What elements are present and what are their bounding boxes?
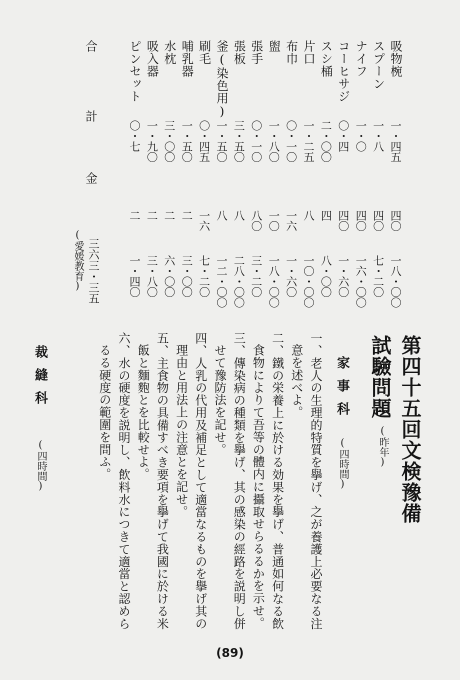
table-item-name: 吸入器	[145, 40, 160, 78]
kaji-question-line: 二、鐵の栄養上に於ける効果を擧げ、普通如何なる飲	[270, 332, 285, 630]
table-item-price: 一・〇	[354, 120, 368, 152]
table-item-name: スプーン	[371, 40, 386, 90]
table-item-price: 三・〇〇	[162, 120, 176, 162]
sum-label-3: 金	[84, 172, 98, 185]
table-item-name: コーヒサジ	[336, 40, 351, 103]
table-item-count: 二	[145, 210, 159, 221]
table-item-total: 一・四〇	[128, 255, 141, 297]
table-item-total: 七・二〇	[371, 255, 385, 297]
table-item-total: 一・六〇	[284, 255, 298, 297]
table-item-price: 〇・四	[336, 120, 350, 152]
table-item-count: 八	[215, 210, 228, 221]
table-item-price: 〇・一〇	[284, 120, 298, 162]
table-item-name: 釜(染色用)	[215, 40, 229, 119]
table-item-count: 二	[128, 210, 141, 221]
table-item-price: 一・八	[371, 120, 385, 152]
kaji-question-line: せて豫防法を記せ。	[213, 344, 227, 456]
table-item-count: 八〇	[249, 210, 263, 231]
table-item-name: 水枕	[162, 40, 177, 65]
sum-label: 合	[84, 40, 98, 53]
table-item-total: 三・八〇	[145, 255, 159, 297]
kaji-question-line: 一、老人の生理的特質を擧げ、之が養護上必要なる注	[309, 332, 323, 630]
table-item-name: 張板	[232, 40, 247, 65]
table-item-count: 八	[232, 210, 246, 221]
table-item-name: スシ桶	[319, 40, 334, 78]
saiho-subject: 裁縫科	[32, 345, 47, 414]
table-item-name: 刷毛	[197, 40, 212, 65]
table-item-price: 〇・四五	[197, 120, 211, 162]
table-item-count: 二	[162, 210, 176, 221]
table-item-count: 八	[302, 210, 315, 221]
table-item-price: 一・二五	[302, 120, 315, 162]
kaji-question-line: 意を述べよ。	[289, 344, 304, 419]
table-item-name: ピンセット	[128, 40, 142, 103]
table-item-count: 二	[180, 210, 194, 221]
sum-source: (愛媛教育)	[72, 230, 83, 292]
table-item-count: 一六	[197, 210, 211, 231]
kaji-question-line: るる硬度の範圍を問ふ。	[97, 344, 112, 481]
table-item-price: 二・〇〇	[319, 120, 333, 162]
table-item-name: ナイフ	[354, 40, 369, 78]
table-item-price: 一・五〇	[215, 120, 228, 162]
table-item-total: 七・二〇	[197, 255, 211, 297]
table-item-total: 八・〇〇	[319, 255, 333, 297]
table-item-price: 一・九〇	[145, 120, 159, 162]
table-item-price: 一・五〇	[180, 120, 194, 162]
page-number: (89)	[216, 646, 244, 660]
table-item-count: 四〇	[371, 210, 385, 231]
sum-total: 三六三・三五	[87, 238, 100, 304]
saiho-time: (四時間)	[35, 440, 46, 492]
table-item-price: 〇・一〇	[249, 120, 263, 162]
table-item-name: 盥	[267, 40, 282, 53]
table-item-count: 一〇	[267, 210, 281, 231]
table-item-count: 四〇	[389, 210, 402, 231]
table-item-name: 張手	[249, 40, 264, 65]
table-item-total: 六・〇〇	[162, 255, 176, 297]
exam-title-2: 試驗問題	[368, 335, 392, 419]
kaji-question-line: 四、人乳の代用及補足として適當なるものを擧げ其の	[193, 332, 208, 630]
table-item-total: 一八・〇〇	[389, 255, 402, 308]
table-item-total: 一八・〇〇	[267, 255, 281, 308]
kaji-question-line: 飯と麵麭とを比較せよ。	[136, 344, 151, 481]
table-item-name: 吸物椀	[389, 40, 403, 78]
table-item-name: 哺乳器	[180, 40, 195, 78]
table-item-total: 三・〇〇	[180, 255, 194, 297]
table-item-total: 二八・〇〇	[232, 255, 246, 308]
table-item-total: 一・六〇	[336, 255, 350, 297]
table-item-price: 一・四五	[389, 120, 402, 162]
table-item-total: 一六・〇〇	[354, 255, 368, 308]
table-item-count: 四〇	[336, 210, 350, 231]
table-item-name: 片口	[302, 40, 316, 65]
table-item-count: 四	[319, 210, 333, 221]
kaji-question-line: 五、主食物の具備すべき要項を擧げて我國に於ける米	[155, 332, 170, 630]
table-item-total: 一二・〇〇	[215, 255, 228, 308]
table-item-count: 一六	[284, 210, 298, 231]
table-item-name: 布巾	[284, 40, 299, 65]
table-item-count: 四〇	[354, 210, 368, 231]
table-item-total: 一〇・〇〇	[302, 255, 315, 308]
exam-year: (昨年)	[377, 426, 388, 468]
kaji-question-line: 理由と用法上の注意とを記せ。	[174, 344, 189, 518]
table-item-price: 〇・七	[128, 120, 141, 152]
kaji-subject: 家事科	[334, 356, 349, 425]
kaji-question-line: 六、水の硬度を説明し、飲料水につきて適當と認めら	[117, 332, 131, 630]
table-item-total: 三・二〇	[249, 255, 263, 297]
table-item-price: 一・八〇	[267, 120, 281, 162]
sum-label-2: 計	[84, 110, 98, 123]
kaji-question-line: 食物によりて吾等の體内に攝取せらるるかを示せ。	[251, 344, 266, 630]
kaji-time: (四時間)	[337, 438, 348, 490]
kaji-question-line: 三、傳染病の種類を擧げ、其の感染の經路を説明し併	[232, 332, 247, 630]
exam-title-1: 第四十五回文検豫備	[398, 335, 422, 524]
table-item-price: 三・五〇	[232, 120, 246, 162]
